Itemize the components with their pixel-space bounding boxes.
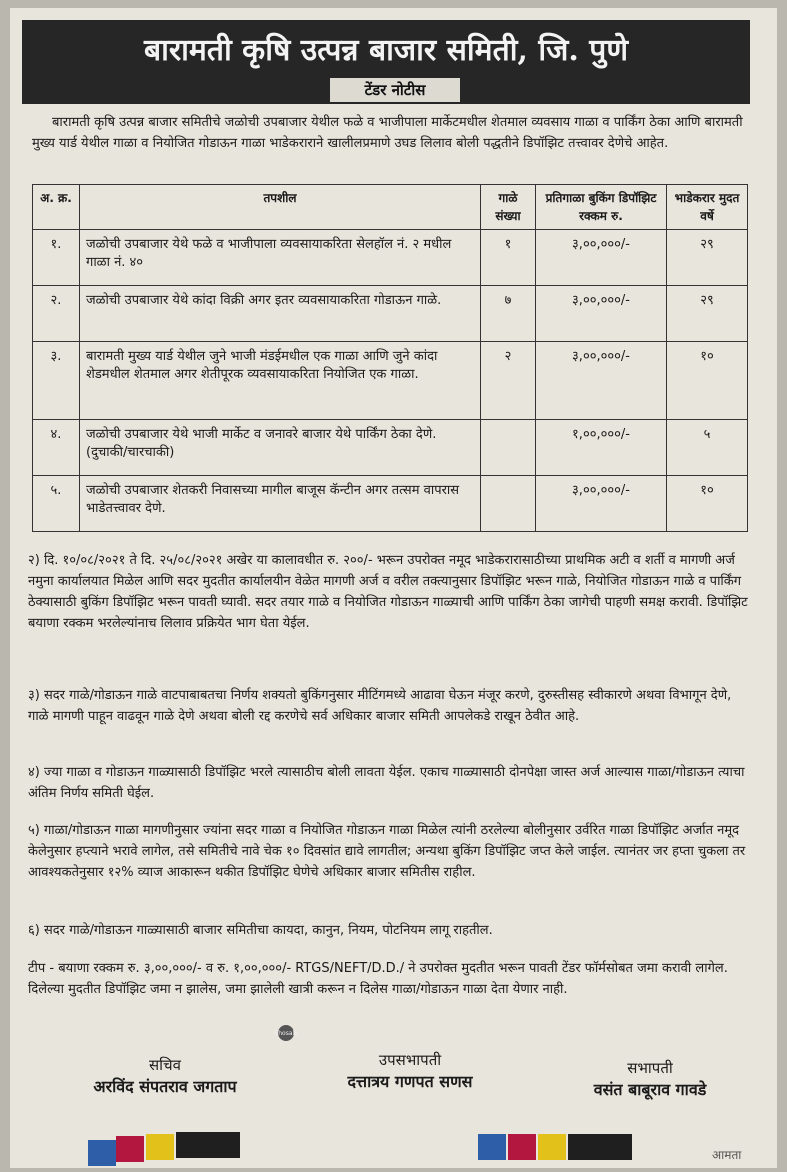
table-row — [33, 476, 748, 532]
row-count — [481, 476, 536, 532]
signature-secretary — [60, 1055, 270, 1097]
row-details: जळोची उपबाजार येथे भाजी मार्केट व जनावरे बाजार येथे पार्किंग ठेका देणे. (दुचाकी/चारचाकी) — [80, 420, 481, 476]
col-count: गाळे संख्या — [481, 185, 536, 230]
signature-role: सचिव — [149, 1056, 181, 1074]
color-swatch-black — [176, 1132, 240, 1158]
color-swatch-yellow — [146, 1134, 174, 1160]
color-swatch-blue — [478, 1134, 506, 1160]
row-deposit: ३,००,०००/- — [536, 230, 667, 286]
signature-role: उपसभापती — [378, 1051, 442, 1069]
clause-5: ५) गाळा/गोडाऊन गाळा मागणीनुसार ज्यांना सदर गाळा व नियोजित गोडाऊन गाळा मिळेल त्यांनी ठरलेल्या बोलीनुसार उर्वरित गाळा डिपॉझिट अर्जात नमूद केलेनुसार हप्त्याने भरावे लागेल, तसे समितीचे नावे चेक १० दिवसांत द्यावे लागतील; अन्यथा बुकिंग डिपॉझिट जप्त केले जाईल. त्यानंतर जर हप्ता चुकला तर आवश्यकतेनुसार १२% व्याज आकारून थकीत डिपॉझिट घेणेचे अधिकार बाजार समितीस राहील. — [28, 823, 746, 880]
signature-chairman — [550, 1058, 750, 1100]
color-swatch-black — [568, 1134, 632, 1160]
row-serial: ५. — [33, 476, 80, 532]
row-details: जळोची उपबाजार शेतकरी निवासच्या मागील बाजूस कॅन्टीन अगर तत्सम वापरास भाडेतत्त्वावर देणे. — [80, 476, 481, 532]
row-details: जळोची उपबाजार येथे कांदा विक्री अगर इतर व्यवसायाकरिता गोडाऊन गाळे. — [80, 286, 481, 342]
col-serial: अ. क्र. — [33, 185, 80, 230]
signature-name: वसंत बाबूराव गावडे — [593, 1080, 707, 1099]
row-serial: ४. — [33, 420, 80, 476]
row-lease: १० — [667, 476, 748, 532]
notice-title: बारामती कृषि उत्पन्न बाजार समिती, जि. पुणे — [22, 20, 750, 76]
color-swatch-magenta — [508, 1134, 536, 1160]
clause-6: ६) सदर गाळे/गोडाऊन गाळ्यासाठी बाजार समितीचा कायदा, कानुन, नियम, पोटनियम लागू राहतील. — [28, 923, 493, 938]
table-header-row — [33, 185, 748, 230]
row-count: ७ — [481, 286, 536, 342]
table-row — [33, 420, 748, 476]
row-deposit: १,००,०००/- — [536, 420, 667, 476]
stamp-seal: Bhosale — [278, 1025, 294, 1041]
col-details: तपशील — [80, 185, 481, 230]
table-row — [33, 286, 748, 342]
row-details: बारामती मुख्य यार्ड येथील जुने भाजी मंडईमधील एक गाळा आणि जुने कांदा शेडमधील शेतमाल अगर शेतीपूरक व्यवसायाकरिता नियोजित एक गाळा. — [80, 342, 481, 420]
table-row — [33, 342, 748, 420]
row-lease: २९ — [667, 286, 748, 342]
row-lease: ५ — [667, 420, 748, 476]
clause-4: ४) ज्या गाळा व गोडाऊन गाळ्यासाठी डिपॉझिट भरले त्यासाठीच बोली लावता येईल. एकाच गाळ्यासाठी दोनपेक्षा जास्त अर्ज आल्यास गाळा/गोडाऊन त्याचा अंतिम निर्णय समिती घेईल. — [28, 765, 745, 801]
row-count — [481, 420, 536, 476]
color-swatch-yellow — [538, 1134, 566, 1160]
row-count: १ — [481, 230, 536, 286]
signature-vice-chairman — [310, 1050, 510, 1092]
footer-text: आमता — [712, 1148, 742, 1162]
tip-note: टीप - बयाणा रक्कम रु. ३,००,०००/- व रु. १,००,०००/- RTGS/NEFT/D.D./ ने उपरोक्त मुदतीत भरून पावती टेंडर फॉर्मसोबत जमा करावी लागेल. दिलेल्या मुदतीत डिपॉझिट जमा न झालेस, जमा झालेली खात्री करून न दिलेस गाळा/गोडाऊन गाळा देता येणार नाही. — [28, 961, 728, 997]
row-details: जळोची उपबाजार येथे फळे व भाजीपाला व्यवसायाकरिता सेलहॉल नं. २ मधील गाळा नं. ४० — [80, 230, 481, 286]
notice-subtitle: टेंडर नोटीस — [330, 78, 460, 102]
row-deposit: ३,००,०००/- — [536, 342, 667, 420]
signature-name: अरविंद संपतराव जगताप — [93, 1077, 237, 1096]
row-lease: २९ — [667, 230, 748, 286]
color-swatch-blue — [88, 1140, 116, 1166]
row-count: २ — [481, 342, 536, 420]
table-row — [33, 230, 748, 286]
row-deposit: ३,००,०००/- — [536, 286, 667, 342]
color-swatch-magenta — [116, 1136, 144, 1162]
signature-name: दत्तात्रय गणपत सणस — [347, 1072, 473, 1091]
row-serial: १. — [33, 230, 80, 286]
row-deposit: ३,००,०००/- — [536, 476, 667, 532]
signature-role: सभापती — [627, 1059, 673, 1077]
row-serial: ३. — [33, 342, 80, 420]
col-lease-years: भाडेकरार मुदत वर्षे — [667, 185, 748, 230]
tender-table — [32, 184, 748, 532]
col-deposit: प्रतिगाळा बुकिंग डिपॉझिट रक्कम रु. — [536, 185, 667, 230]
clause-2: २) दि. १०/०८/२०२१ ते दि. २५/०८/२०२१ अखेर या कालावधीत रु. २००/- भरून उपरोक्त नमूद भाडेकरारासाठीच्या प्राथमिक अटी व शर्ती व मागणी अर्ज नमुना कार्यालयात मिळेल आणि सदर मुदतीत कार्यालयीन वेळेत मागणी अर्ज व वरील तक्त्यानुसार डिपॉझिट भरून गाळे, नियोजित गोडाऊन गाळे व पार्किंग ठेक्यासाठी बुकिंग डिपॉझिट भरून पावती घ्यावी. सदर तयार गाळे व नियोजित गोडाऊन गाळ्याची आणि पार्किंग ठेका जागेची पाहणी समक्ष करावी. डिपॉझिट बयाणा रक्कम भरलेल्यांनाच लिलाव प्रक्रियेत भाग घेता येईल. — [28, 553, 748, 631]
clause-3: ३) सदर गाळे/गोडाऊन गाळे वाटपाबाबतचा निर्णय शक्यतो बुकिंगनुसार मीटिंगमध्ये आढावा घेऊन मंजूर करणे, दुरुस्तीसह स्वीकारणे अथवा विभागून देणे, गाळे मागणी पाहून वाढवून गाळे देणे अथवा बोली रद्द करणेचे सर्व अधिकार बाजार समिती आपलेकडे राखून ठेवीत आहे. — [28, 688, 732, 724]
row-serial: २. — [33, 286, 80, 342]
row-lease: १० — [667, 342, 748, 420]
intro-paragraph: बारामती कृषि उत्पन्न बाजार समितीचे जळोची उपबाजार येथील फळे व भाजीपाला मार्केटमधील शेतमाल व्यवसाय गाळा व पार्किंग ठेका आणि बारामती मुख्य यार्ड येथील गाळा व नियोजित गोडाऊन गाळा भाडेकराराने खालीलप्रमाणे उघड लिलाव बोली पद्धतीने डिपॉझिट तत्त्वावर देणेचे आहेत. — [32, 115, 743, 151]
